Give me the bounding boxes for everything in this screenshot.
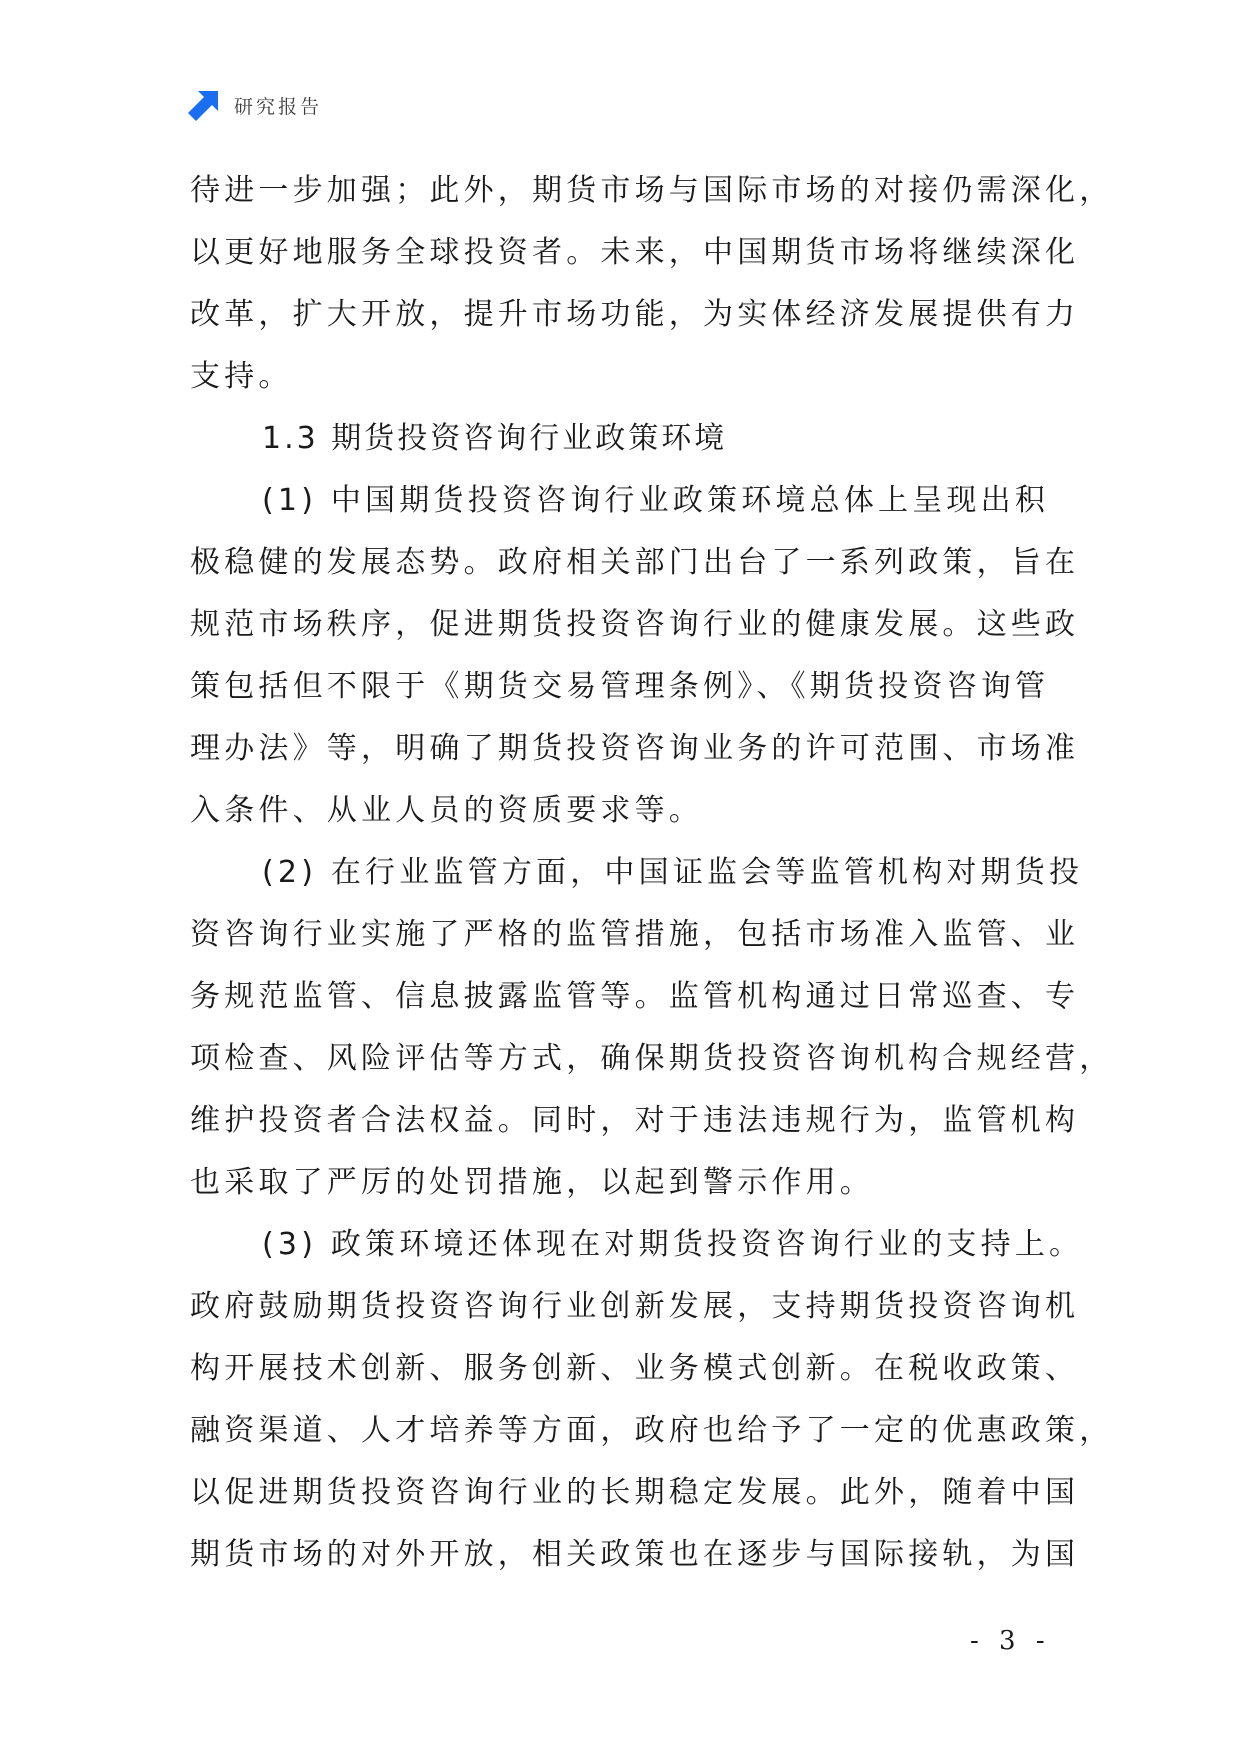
arrow-up-right-icon bbox=[188, 89, 220, 121]
paragraph-3-line: 以促进期货投资咨询行业的长期稳定发展。此外，随着中国 bbox=[190, 1475, 1080, 1510]
document-body bbox=[190, 160, 1114, 1586]
text-line: 待进一步加强；此外，期货市场与国际市场的对接仍需深化， bbox=[190, 173, 1114, 208]
paragraph-1-line: 极稳健的发展态势。政府相关部门出台了一系列政策，旨在 bbox=[190, 545, 1080, 580]
paragraph-3-line: 期货市场的对外开放，相关政策也在逐步与国际接轨，为国 bbox=[190, 1537, 1080, 1572]
paragraph-2-line: 维护投资者合法权益。同时，对于违法违规行为，监管机构 bbox=[190, 1103, 1080, 1138]
paragraph-2-line: 项检查、风险评估等方式，确保期货投资咨询机构合规经营， bbox=[190, 1041, 1114, 1076]
paragraph-1-line: 理办法》等，明确了期货投资咨询业务的许可范围、市场准 bbox=[190, 731, 1080, 766]
page-header bbox=[188, 88, 322, 122]
text-line: 支持。 bbox=[190, 359, 293, 394]
paragraph-2-line: 也采取了严厉的处罚措施，以起到警示作用。 bbox=[190, 1165, 874, 1200]
header-title: 研究报告 bbox=[234, 95, 323, 118]
paragraph-1-line: 策包括但不限于《期货交易管理条例》、《期货投资咨询管 bbox=[190, 669, 1050, 704]
paragraph-2-line: (2) 在行业监管方面，中国证监会等监管机构对期货投 bbox=[262, 855, 1084, 890]
paragraph-2-line: 资咨询行业实施了严格的监管措施，包括市场准入监管、业 bbox=[190, 917, 1080, 952]
paragraph-1-line: 入条件、从业人员的资质要求等。 bbox=[190, 793, 703, 828]
text-line: 改革，扩大开放，提升市场功能，为实体经济发展提供有力 bbox=[190, 297, 1080, 332]
paragraph-2-line: 务规范监管、信息披露监管等。监管机构通过日常巡查、专 bbox=[190, 979, 1080, 1014]
paragraph-3-line: 融资渠道、人才培养等方面，政府也给予了一定的优惠政策， bbox=[190, 1413, 1114, 1448]
page-number: - 3 - bbox=[970, 1626, 1051, 1656]
text-line: 以更好地服务全球投资者。未来，中国期货市场将继续深化 bbox=[190, 235, 1080, 270]
paragraph-3-line: (3) 政策环境还体现在对期货投资咨询行业的支持上。 bbox=[262, 1227, 1084, 1262]
paragraph-3-line: 政府鼓励期货投资咨询行业创新发展，支持期货投资咨询机 bbox=[190, 1289, 1080, 1324]
section-heading: 1.3 期货投资咨询行业政策环境 bbox=[262, 421, 728, 456]
paragraph-1-line: 规范市场秩序，促进期货投资咨询行业的健康发展。这些政 bbox=[190, 607, 1080, 642]
paragraph-1-line: (1) 中国期货投资咨询行业政策环境总体上呈现出积 bbox=[262, 483, 1050, 518]
paragraph-3-line: 构开展技术创新、服务创新、业务模式创新。在税收政策、 bbox=[190, 1351, 1080, 1386]
